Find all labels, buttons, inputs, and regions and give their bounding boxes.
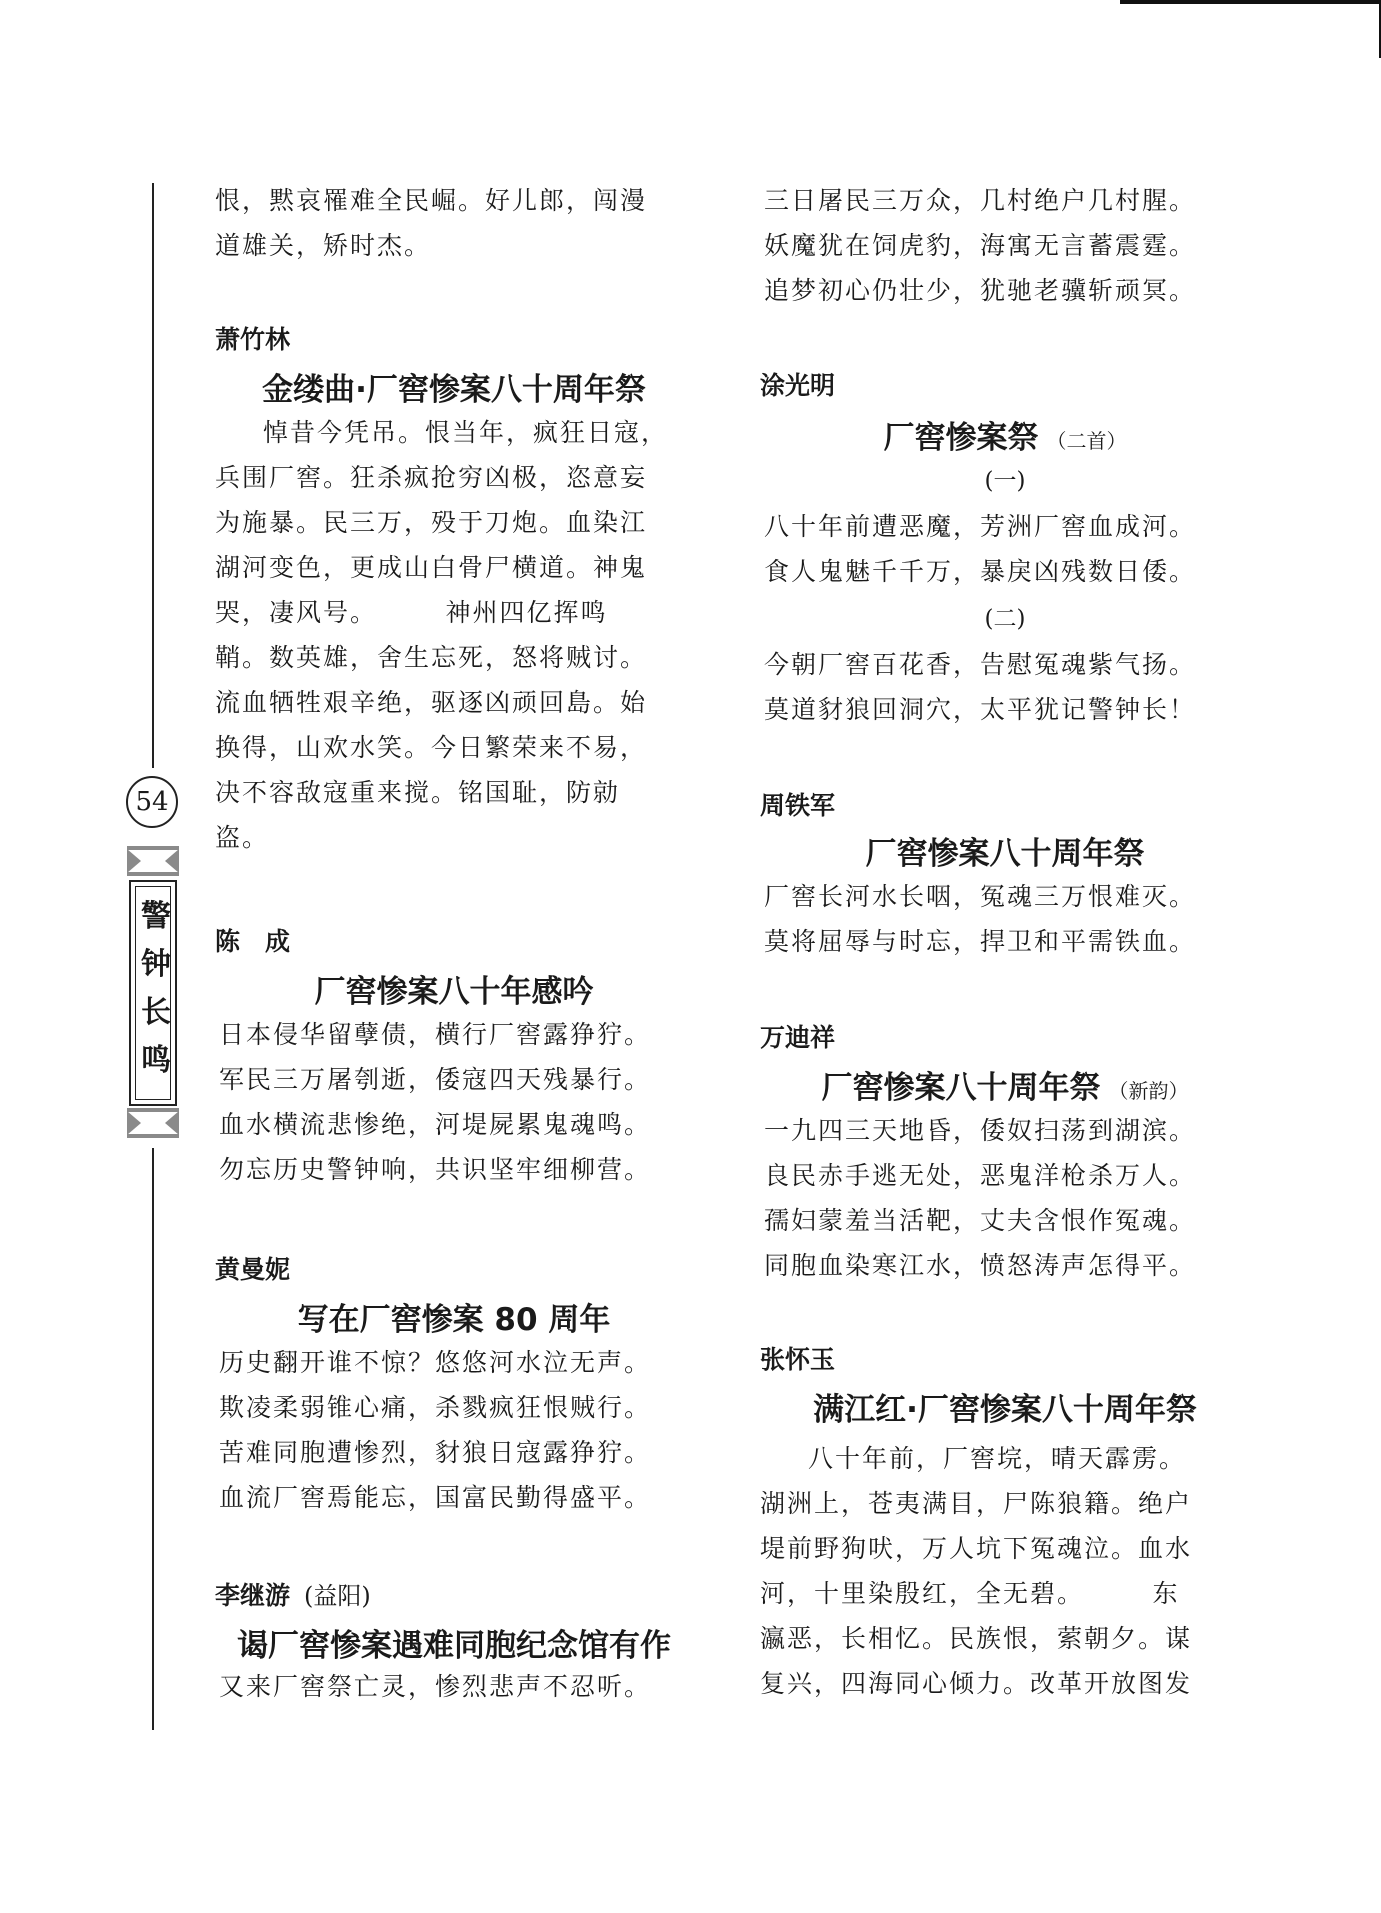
poem-line: 孺妇蒙羞当活靶，丈夫含恨作冤魂。 xyxy=(764,1206,1197,1235)
poem-title-note: （二首） xyxy=(1046,429,1127,453)
poem-line: 湖洲上，苍夷满目，尸陈狼籍。绝户 xyxy=(760,1489,1193,1518)
poem-body xyxy=(760,1436,1250,1706)
poem-body xyxy=(760,504,1250,594)
poem-line: 湖河变色，更成山白骨尸横道。神鬼 xyxy=(215,553,648,582)
text-line: 恨，黙哀罹难全民崛。好儿郎，闯漫 xyxy=(215,186,648,215)
poem-body xyxy=(215,1340,693,1520)
poem-line: 鞘。数英雄，舍生忘死，怒将贼讨。 xyxy=(215,643,648,672)
poem-title: 厂窖惨案八十年感吟 xyxy=(314,974,594,1010)
poem-author: 万迪祥 xyxy=(760,1023,836,1052)
text-line: 追梦初心仍壮少，犹驰老骥斩顽冥。 xyxy=(764,276,1197,305)
poem-author: 张怀玉 xyxy=(760,1345,836,1374)
continued-text xyxy=(215,178,693,268)
text-line: 道雄关，矫时杰。 xyxy=(215,231,432,260)
poem-body xyxy=(760,642,1250,732)
poem-line: 一九四三天地昏，倭奴扫荡到湖滨。 xyxy=(764,1116,1197,1145)
poem-line: 决不容敌寇重来搅。铭国耻，防勍 xyxy=(215,778,621,807)
poem-body xyxy=(215,1012,693,1192)
poem-line: 流血牺牲艰辛绝，驱逐凶顽回島。始 xyxy=(215,688,648,717)
poem-title: 写在厂窖惨案 80 周年 xyxy=(297,1302,611,1338)
poem-title xyxy=(760,412,1250,457)
poem-line: 食人鬼魅千千万，暴戾凶残数日倭。 xyxy=(764,557,1197,586)
poem-body xyxy=(215,1664,693,1709)
poem-line: 血流厂窖焉能忘，国富民勤得盛平。 xyxy=(219,1483,652,1512)
poem-title xyxy=(760,1062,1250,1107)
poem-author: 周铁军 xyxy=(760,791,836,820)
poem-title-text: 厂窖惨案祭 xyxy=(883,420,1039,456)
series-title-box xyxy=(129,880,177,1106)
poem-line: 堤前野狗吠，万人坑下冤魂泣。血水 xyxy=(760,1534,1193,1563)
page-number: 54 xyxy=(126,776,178,828)
text-line: 妖魔犹在饲虎豹，海寓无言蓄震霆。 xyxy=(764,231,1197,260)
poem-line: 为施暴。民三万，殁于刀炮。血染江 xyxy=(215,508,648,537)
poem-author: 陈 成 xyxy=(215,927,291,956)
poem-line: 悼昔今凭吊。恨当年，疯狂日寇， xyxy=(263,418,669,447)
poem-author: 涂光明 xyxy=(760,371,836,400)
text-line: 三日屠民三万众，几村绝户几村腥。 xyxy=(764,186,1197,215)
poem-line: 血水横流悲惨绝，河堤屍累鬼魂鸣。 xyxy=(219,1110,652,1139)
poem-line: 良民赤手逃无处，恶鬼洋枪杀万人。 xyxy=(764,1161,1197,1190)
poem-line: 复兴，四海同心倾力。改革开放图发 xyxy=(760,1669,1193,1698)
poem-line: 又来厂窖祭亡灵，惨烈悲声不忍听。 xyxy=(219,1672,652,1701)
poem-line: 八十年前遭恶魔，芳洲厂窖血成河。 xyxy=(764,512,1197,541)
poem-author: 黄曼妮 xyxy=(215,1255,291,1284)
poem-line: 日本侵华留孽债，横行厂窖露狰狞。 xyxy=(219,1020,652,1049)
poem-line: 同胞血染寒江水，愤怒涛声怎得平。 xyxy=(764,1251,1197,1280)
poem-part-label: (二) xyxy=(984,606,1026,632)
margin-rule-top xyxy=(152,183,154,768)
ornament-strip-top xyxy=(127,846,179,876)
poem-part-label: (一) xyxy=(984,468,1026,494)
series-title-char: 长 xyxy=(141,995,171,1030)
continued-text xyxy=(760,178,1250,313)
poem-author-name: 李继游 xyxy=(215,1581,291,1610)
poem-line: 哭，凄风号。 神州四亿挥鸣 xyxy=(215,598,608,627)
margin-rule-bottom xyxy=(152,1148,154,1730)
series-title-char: 鸣 xyxy=(141,1043,171,1078)
poem-author-location: (益阳) xyxy=(304,1582,371,1610)
poem-author xyxy=(215,1576,371,1612)
series-title-char: 警 xyxy=(141,899,171,934)
poem-line: 今朝厂窖百花香，告慰冤魂紫气扬。 xyxy=(764,650,1197,679)
poem-line: 河，十里染殷红，全无碧。 东 xyxy=(760,1579,1180,1608)
poem-title-text: 厂窖惨案八十周年祭 xyxy=(821,1070,1101,1106)
poem-title: 谒厂窖惨案遇难同胞纪念馆有作 xyxy=(237,1628,671,1664)
poem-line: 厂窖长河水长咽，冤魂三万恨难灭。 xyxy=(764,882,1197,911)
poem-line: 八十年前，厂窖垸，晴天霹雳。 xyxy=(808,1444,1187,1473)
poem-author: 萧竹林 xyxy=(215,325,291,354)
poem-body xyxy=(760,1108,1250,1288)
poem-line: 苦难同胞遭惨烈，豺狼日寇露狰狞。 xyxy=(219,1438,652,1467)
poem-line: 军民三万屠刳逝，倭寇四天残暴行。 xyxy=(219,1065,652,1094)
poem-body xyxy=(760,874,1250,964)
poem-title: 金缕曲·厂窖惨案八十周年祭 xyxy=(262,372,646,408)
poem-line: 盗。 xyxy=(215,823,270,852)
poem-body xyxy=(215,410,693,860)
series-title-char: 钟 xyxy=(141,947,171,982)
poem-title-note: （新韵） xyxy=(1108,1079,1189,1103)
poem-title: 厂窖惨案八十周年祭 xyxy=(865,836,1145,872)
poem-line: 莫将屈辱与时忘，捍卫和平需铁血。 xyxy=(764,927,1197,956)
poem-line: 瀛恶，长相忆。民族恨，萦朝夕。谋 xyxy=(760,1624,1193,1653)
poem-title: 满江红·厂窖惨案八十周年祭 xyxy=(813,1392,1197,1428)
poem-line: 换得，山欢水笑。今日繁荣来不易， xyxy=(215,733,648,762)
poem-line: 兵围厂窖。狂杀疯抢穷凶极，恣意妄 xyxy=(215,463,648,492)
ornament-strip-bottom xyxy=(127,1108,179,1138)
poem-line: 历史翻开谁不惊？悠悠河水泣无声。 xyxy=(219,1348,652,1377)
poem-line: 欺凌柔弱锥心痛，杀戮疯狂恨贼行。 xyxy=(219,1393,652,1422)
poem-line: 勿忘历史警钟响，共识坚牢细柳营。 xyxy=(219,1155,652,1184)
poem-line: 莫道豺狼回洞穴，太平犹记警钟长！ xyxy=(764,695,1197,724)
